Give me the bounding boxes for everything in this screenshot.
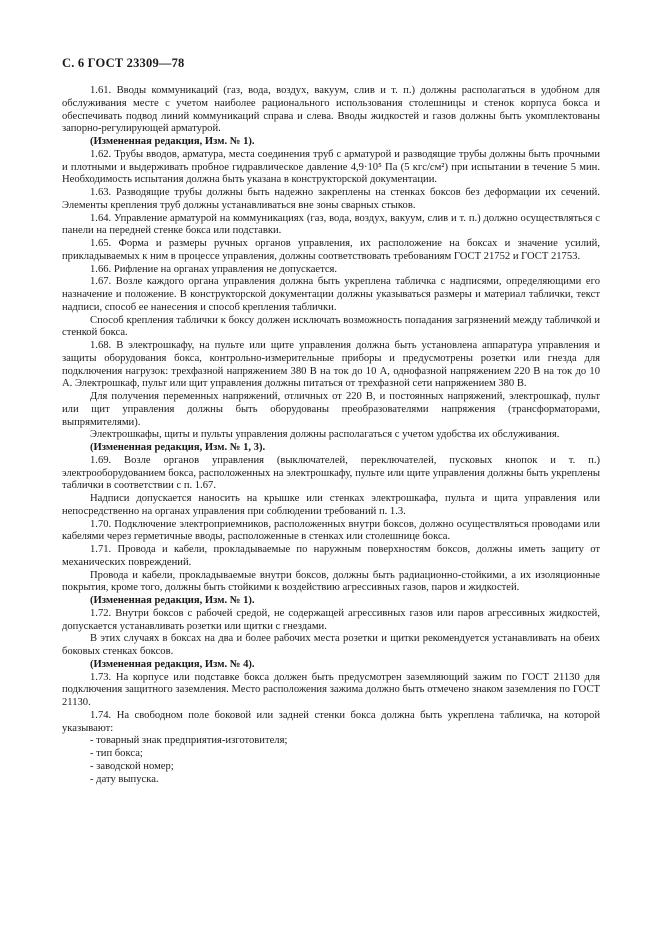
paragraph-1-67-cont: Способ крепления таблички к боксу должен исключать возможность попадания загрязнений между табличкой и стенкой бокса. (62, 314, 600, 339)
paragraph-1-71-cont: Провода и кабели, прокладываемые внутри боксов, должны быть радиационно-стойкими, а их изоляционные покрытия, кроме того, должны быть стойкими к воздействию агрессивных газов, паров и жидкостей. (62, 569, 600, 594)
page-header: С. 6 ГОСТ 23309—78 (62, 56, 185, 70)
edition-note: (Измененная редакция, Изм. № 4). (90, 658, 255, 670)
paragraph-1-67: 1.67. Возле каждого органа управления должна быть укреплена табличка с надписями, определяющими его назначение и положение. В конструкторской документации должны указываться размеры и материал таблички, текст надписи, способ ее нанесения и способ крепления таблички. (62, 276, 600, 313)
paragraph-1-64: 1.64. Управление арматурой на коммуникациях (газ, вода, воздух, вакуум, слив и т. п.) должно осуществляться с панели на передней стенке бокса или подставки. (62, 212, 600, 237)
paragraph-1-63: 1.63. Разводящие трубы должны быть надежно закреплены на стенках боксов без деформации их сечений. Элементы крепления труб должны устанавливаться вне зоны сварных стыков. (62, 187, 600, 211)
list-item: - тип бокса; (90, 748, 143, 759)
paragraph-1-72: 1.72. Внутри боксов с рабочей средой, не содержащей агрессивных газов или паров агрессивных жидкостей, допускается устанавливать розетки или щитки с гнездами. (62, 607, 600, 632)
paragraph-1-68-cont: Электрошкафы, щиты и пульты управления должны располагаться с учетом удобства их обслуживания. (90, 429, 560, 441)
paragraph-1-71: 1.71. Провода и кабели, прокладываемые по наружным поверхностям боксов, должны иметь защиту от механических повреждений. (62, 544, 600, 568)
list-item: - заводской номер; (90, 760, 174, 772)
document-body (62, 85, 600, 786)
paragraph-1-72-cont: В этих случаях в боксах на два и более рабочих места розетки и щитки рекомендуется устанавливать на обеих боковых стенках боксов. (62, 633, 600, 657)
paragraph-1-70: 1.70. Подключение электроприемников, расположенных внутри боксов, должно осуществляться проводами или кабелями через герметичные вводы, расположенные в стенках или столешнице бокса. (62, 518, 600, 543)
paragraph-1-68-cont: Для получения переменных напряжений, отличных от 220 В, и постоянных напряжений, электрошкаф, пульт или щит управления должны быть оборудованы преобразователями напряжения (трансформаторами, выпрямителями). (62, 391, 600, 428)
paragraph-1-73: 1.73. На корпусе или подставке бокса должен быть предусмотрен заземляющий зажим по ГОСТ 21130 для подключения защитного заземления. Место расположения зажима должно быть отмечено знаком заземления по ГОСТ 21130. (62, 671, 600, 708)
paragraph-1-68: 1.68. В электрошкафу, на пульте или щите управления должна быть установлена аппаратура управления и защиты оборудования бокса, контрольно-измерительные приборы и предусмотрены розетки или гнезда для подключения нагрузок: трехфазной напряжением 380 В на ток до 10 А, однофазной напряжением 220 В на ток до 10 А. Электрошкаф, пульт или щит управления должны питаться от трехфазной сети напряжением 380 В. (62, 340, 600, 390)
paragraph-1-69: 1.69. Возле органов управления (выключателей, переключателей, пусковых кнопок и т. п.) электрооборудованием бокса, расположенных на электрошкафу, пульте или щите управления должны быть укреплены таблички в соответствии с п. 1.67. (62, 454, 600, 492)
edition-note: (Измененная редакция, Изм. № 1, 3). (90, 442, 266, 453)
paragraph-1-62: 1.62. Трубы вводов, арматура, места соединения труб с арматурой и разводящие трубы должны быть прочными и плотными и выдерживать пробное гидравлическое давление 4,9·10⁵ Па (5 кгс/см²) при испытании в течение 5 мин. Необходимость испытания должна быть указана в конструкторской документации. (62, 148, 600, 186)
paragraph-1-61: 1.61. Вводы коммуникаций (газ, вода, воздух, вакуум, слив и т. п.) должны располагаться в удобном для обслуживания месте с учетом наиболее рационального использования столешницы и стенок корпуса бокса и обеспечивать подвод линий коммуникаций справа и слева. Вводы жидкостей и газов должны быть укомплектованы запорно-регулирующей арматурой. (62, 85, 600, 135)
list-item: - дату выпуска. (90, 773, 159, 785)
list-item: - товарный знак предприятия-изготовителя; (90, 735, 288, 747)
paragraph-1-66: 1.66. Рифление на органах управления не допускается. (90, 263, 338, 275)
edition-note: (Измененная редакция, Изм. № 1). (90, 595, 255, 606)
paragraph-1-69-cont: Надписи допускается наносить на крышке или стенках электрошкафа, пульта и щита управления или непосредственно на органах управления при соблюдении требований п. 1.3. (62, 493, 600, 517)
paragraph-1-65: 1.65. Форма и размеры ручных органов управления, их расположение на боксах и значение усилий, прикладываемых к ним в процессе управления, должны соответствовать требованиям ГОСТ 21752 и ГОСТ 21753. (62, 238, 600, 262)
paragraph-1-74: 1.74. На свободном поле боковой или задней стенки бокса должна быть укреплена табличка, на которой указывают: (62, 709, 600, 734)
edition-note: (Измененная редакция, Изм. № 1). (90, 136, 255, 147)
